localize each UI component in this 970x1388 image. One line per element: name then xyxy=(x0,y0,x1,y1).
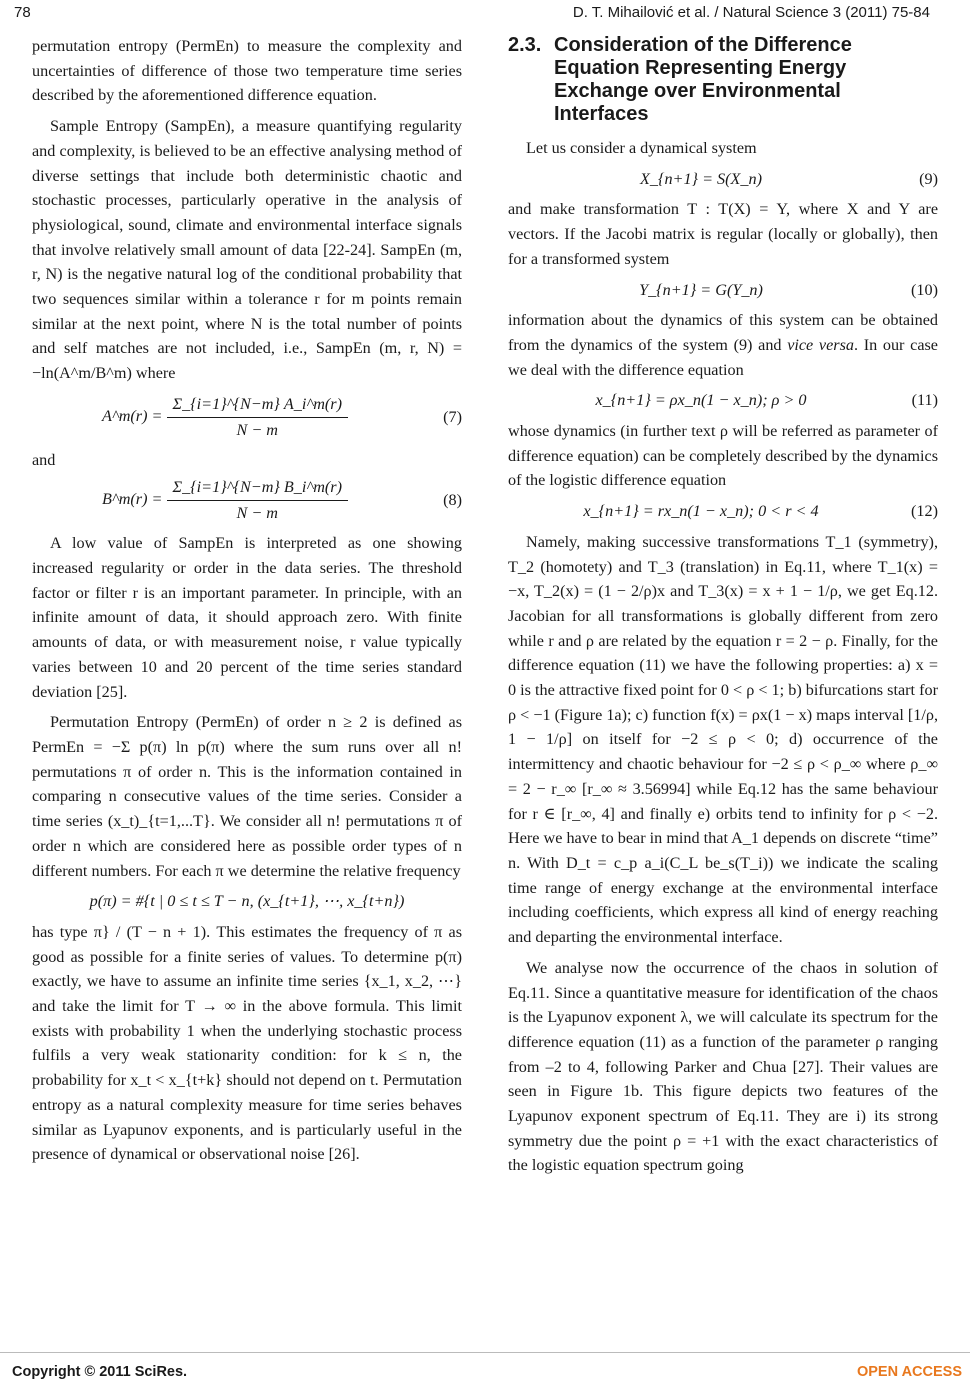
paragraph-sampen: Sample Entropy (SampEn), a measure quantifying regularity and complexity, is believed to be an effective analysing method of diverse settings that include both deterministic chaotic and stochastic processes, particularly operative in the analysis of physiological, sound, climate and environmental interface signals that involve relatively small amount of data [22-24]. SampEn (m, r, N) is the negative natural log of the conditional probability that two sequences similar within a tolerance r for m points remain similar at the next point, where N is the total number of points and self matches are not included, i.e., SampEn (m, r, N) = −ln(A^m/B^m) where xyxy=(32,117,462,383)
paragraph-and: and xyxy=(32,451,56,470)
numerator: Σ_{i=1}^{N−m} A_i^m(r) xyxy=(167,392,349,418)
equation-7 xyxy=(32,392,462,442)
fraction xyxy=(167,392,349,442)
paragraph: Let us consider a dynamical system xyxy=(526,139,757,157)
equation-9 xyxy=(508,167,938,192)
page-number: 78 xyxy=(14,4,31,21)
right-column xyxy=(508,34,938,1184)
section-number: 2.3. xyxy=(508,34,542,56)
text: information about the dynamics of this system can be obtained from the dynamics of the system (9) and xyxy=(508,311,938,354)
equation-number: (9) xyxy=(919,169,938,188)
paragraph-transformations: Namely, making successive transformations T_1 (symmetry), T_2 (homotety) and T_3 (translation) in Eq.11, where T_1(x) = −x, T_2(x) = (1 − 2/ρ)x and T_3(x) = x + 1 − 1/ρ, we get Eq.12. Jacobian for all transformations is globally different from zero while r and ρ are related by the equation r = 2 − ρ. Finally, for the difference equation (11) we have the following properties: a) x = 0 is the attractive fixed point for 0 < ρ < 1; b) bifurcations start for ρ < −1 (Figure 1a); c) function f(x) = ρx(1 − x) maps interval [1/ρ, 1 − 1/ρ] on itself for −2 ≤ ρ < 0; d) occurrence of the intermittency and chaotic behaviour for −2 ≤ ρ < ρ_∞ where ρ_∞ = 2 − r_∞ [r_∞ ≈ 3.56994] while Eq.12 has the same behaviour for r ∈ [r_∞, 4] and finally e) orbits tend to infinity for ρ < −2. Here we have to bear in mind that A_1 depends on discrete “time” n. With D_t = c_p a_i(C_L be_s(T_i)) we indicate the scaling time range of energy exchange at the environmental interface including coefficients, which express all kind of energy reaching and departing the environmental interface. xyxy=(508,532,938,947)
left-column xyxy=(32,34,462,1173)
paragraph-chaos: We analyse now the occurrence of the chaos in solution of Eq.11. Since a quantitative measure for identification of the chaos is the Lyapunov exponent λ, we will calculate its spectrum for the difference equation (11) as a function of the parameter ρ ranging from –2 to 4, following Parker and Chua [27]. Their values are seen in Figure 1b. This figure depicts two features of the Lyapunov exponent spectrum of Eq.11. They are i) its strong symmetry due the point ρ = +1 with the exact characteristics of the logistic equation spectrum going xyxy=(508,958,938,1175)
equation-body: p(π) = #{t | 0 ≤ t ≤ T − n, (x_{t+1}, ⋯, x_{t+n}) xyxy=(89,892,405,911)
text: . In our case we deal with the difference equation xyxy=(508,335,938,379)
equation-number: (8) xyxy=(443,490,462,509)
equation-body: X_{n+1} = S(X_n) xyxy=(639,169,762,188)
denominator: N − m xyxy=(236,503,278,522)
paragraph: and make transformation T : T(X) = Y, where X and Y are vectors. If the Jacobi matrix is regular (locally or globally), then for a transformed system xyxy=(508,200,938,268)
running-header xyxy=(0,4,970,26)
equation-body: x_{n+1} = ρx_n(1 − x_n); ρ > 0 xyxy=(595,391,807,410)
equation-number: (11) xyxy=(911,391,938,410)
paragraph-permen-cont: has type π} / (T − n + 1). This estimates the frequency of π as good as possible for a finite series of values. To determine p(π) exactly, we have to assume an infinite time series {x_1, x_2, ⋯} and take the limit for T → ∞ in the above formula. This limit exists with probability 1 when the underlying stochastic process fulfils a very weak stationarity condition: for k ≤ n, the probability for x_t < x_{t+k} should not depend on t. Permutation entropy as a natural complexity measure for time series behaves similar as Lyapunov exponents, and is particularly useful in the presence of dynamical or observational noise [26]. xyxy=(32,922,462,1164)
equation-number: (7) xyxy=(443,407,462,426)
equation-11 xyxy=(508,388,938,413)
equation-lhs: B^m(r) = xyxy=(101,489,163,508)
equation-12 xyxy=(508,499,938,524)
equation-10 xyxy=(508,278,938,303)
equation-body: x_{n+1} = rx_n(1 − x_n); 0 < r < 4 xyxy=(583,502,819,521)
paragraph-threshold: A low value of SampEn is interpreted as one showing increased regularity or order in the data series. The threshold factor or filter r is an important parameter. In principle, with an infinite amount of data, it should approach zero. With finite amounts of data, or with measurement noise, r value typically varies between 10 and 20 percent of the time series standard deviation [25]. xyxy=(32,534,462,701)
equation-lhs: A^m(r) = xyxy=(101,406,163,425)
equation-number: (10) xyxy=(911,280,938,299)
running-title: D. T. Mihailović et al. / Natural Science 3 (2011) 75-84 xyxy=(572,4,930,21)
copyright: Copyright © 2011 SciRes. xyxy=(12,1364,188,1380)
paragraph-permen: Permutation Entropy (PermEn) of order n ≥ 2 is defined as PermEn = −Σ p(π) ln p(π) where the sum runs over all n! permutations π of order n. This is the information contained in comparing n consecutive values of the time series. Consider a time series (x_t)_{t=1,...T}. We consider all n! permutations π of order n which are considered here as possible order types of n different numbers. For each π we determine the relative frequency xyxy=(32,713,462,880)
section-title: Consideration of the Difference Equation Representing Energy Exchange over Environmental Interfaces xyxy=(554,34,852,125)
equation-body: Y_{n+1} = G(Y_n) xyxy=(639,280,763,299)
footer-rule xyxy=(0,1352,970,1353)
section-heading xyxy=(508,34,938,126)
fraction xyxy=(167,475,349,525)
paragraph: whose dynamics (in further text ρ will be referred as parameter of difference equation) can be completely described by the dynamics of the logistic difference equation xyxy=(508,422,938,490)
paragraph xyxy=(508,308,938,382)
equation-number: (12) xyxy=(911,502,938,521)
paragraph: permutation entropy (PermEn) to measure the complexity and uncertainties of difference of those two temperature time series described by the aforementioned difference equation. xyxy=(32,37,462,105)
numerator: Σ_{i=1}^{N−m} B_i^m(r) xyxy=(167,475,349,501)
equation-frequency xyxy=(32,889,462,914)
denominator: N − m xyxy=(236,420,278,439)
equation-8 xyxy=(32,475,462,525)
open-access-label: OPEN ACCESS xyxy=(856,1364,962,1380)
text-italic: vice versa xyxy=(787,335,854,354)
